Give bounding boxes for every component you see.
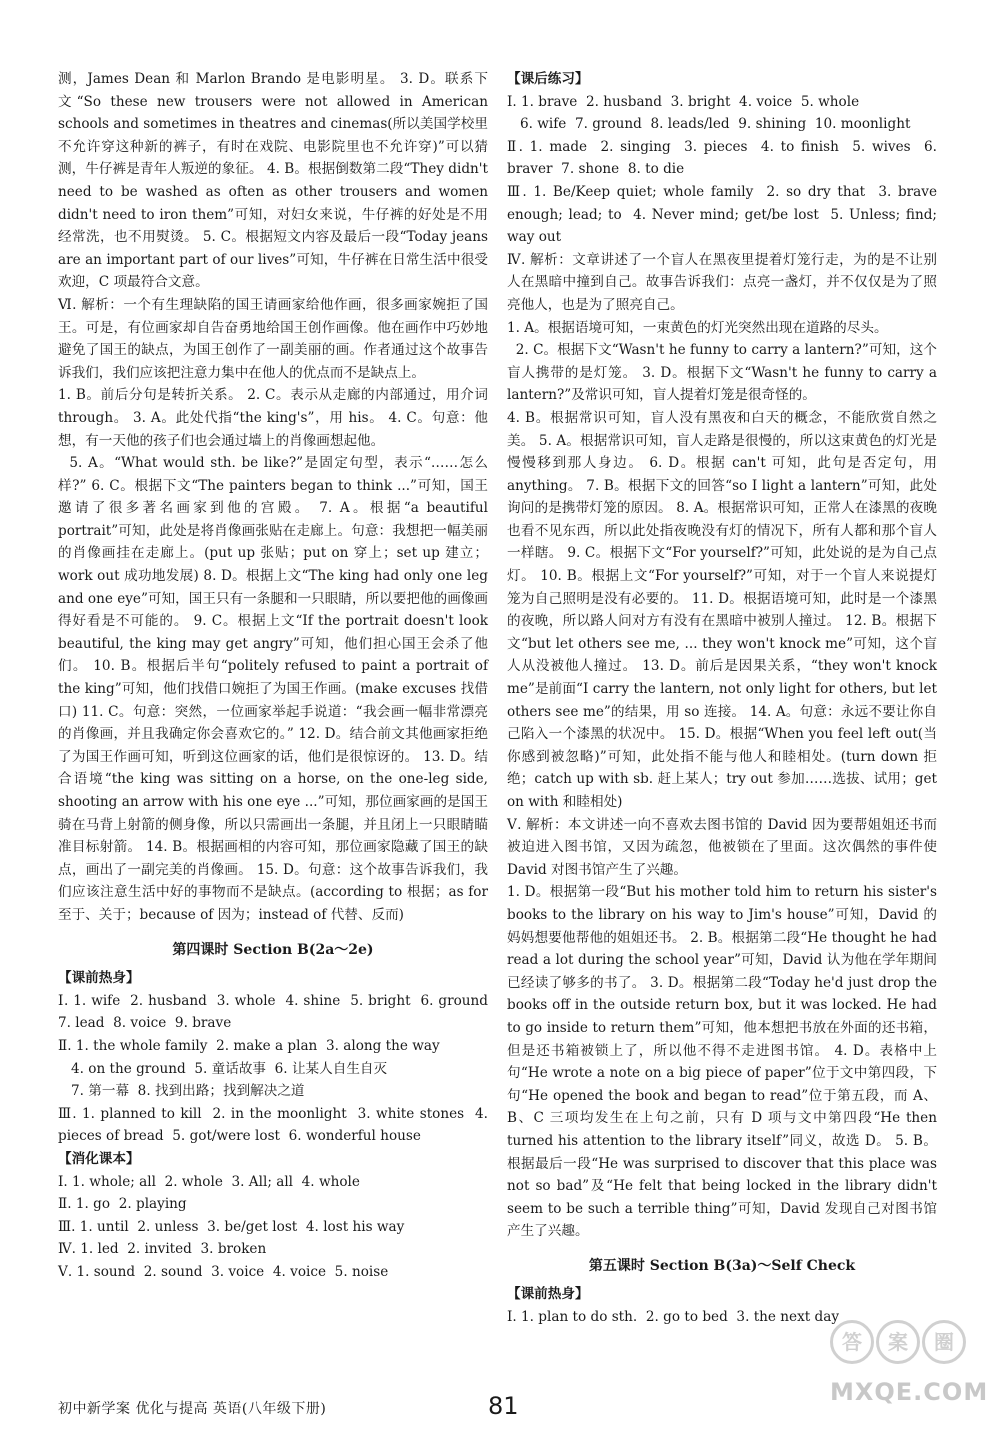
section-tag: 【课后练习】 [507, 71, 589, 87]
watermark-url: MXQE.COM [830, 1378, 989, 1406]
answer-line: Ⅰ. 1. wife 2. husband 3. whole 4. shine 5. bright 6. ground 7. lead 8. voice 9. brave [58, 992, 497, 1032]
answer-line: Ⅳ. 1. led 2. invited 3. broken [58, 1241, 267, 1258]
paragraph: 1. A。根据语境可知，一束黄色的灯光突然出现在道路的尽头。 [507, 319, 888, 336]
section-title: 第五课时 Section B(3a)～Self Check [588, 1257, 856, 1274]
left-column [58, 68, 497, 1283]
answer-line: 4. on the ground 5. 童话故事 6. 让某人自生自灭 [58, 1060, 388, 1077]
paragraph: Ⅴ. 解析：本文讲述一向不喜欢去图书馆的 David 因为要帮姐姐还书而被迫进入图书馆，又因为疏忽，他被锁在了里面。这次偶然的事件使 David 对图书馆产生了兴趣。 [507, 816, 942, 878]
answer-line: Ⅴ. 1. sound 2. sound 3. voice 4. voice 5. noise [58, 1263, 389, 1280]
watermark-char: 圈 [922, 1320, 966, 1364]
section-tag: 【课前热身】 [58, 970, 140, 987]
answer-line: Ⅱ. 1. go 2. playing [58, 1196, 187, 1213]
page-number: 81 [488, 1392, 519, 1420]
answer-line: Ⅰ. 1. brave 2. husband 3. bright 4. voice 5. whole [507, 93, 860, 110]
answer-line: 6. wife 7. ground 8. leads/led 9. shining 10. moonlight [507, 116, 911, 133]
paragraph: 4. B。根据常识可知，盲人没有黑夜和白天的概念，不能欣赏自然之美。 5. A。根据常识可知，盲人走路是很慢的，所以这束黄色的灯光是慢慢移到那人身边。 6. D。根据 can't 可知，此句是否定句，用 anything。 7. B。根据下文的回答“so I light a lantern”可知，此处询问的是携带灯笼的原因。 8. A。根据常识可知，正常人在漆黑的夜晚也看不见东西，所以此处指夜晚没有灯的情况下，所有人都和那个盲人一样瞎。 9. C。根据下文“For yourself?”可知，此处说的是为自己点灯。 10. B。根据上文“For yourself?”可知，对于一个盲人来说提灯笼为自己照明是没有必要的。 11. D。根据语境可知，此时是一个漆黑的夜晚，所以路人问对方有没有在黑暗中被别人撞过。 12. B。根据下文“but let others see me, ... they won't knock me”可知，这个盲人从没被他人撞过。 13. D。前后是因果关系，“they won't knock me”是前面“I carry the lantern, not only light for others, but let others see me”的结果，用 so 连接。 14. A。句意：永远不要让你自己陷入一个漆黑的状况中。 15. D。根据“When you feel left out(当你感到被忽略)”可知，此处指不能与他人和睦相处。(turn down 拒绝；catch up with sb. 赶上某人；try out 参加……选拔、试用；get on with 和睦相处) [507, 409, 942, 810]
paragraph: 测，James Dean 和 Marlon Brando 是电影明星。 3. D。联系下文“So these new trousers were not allowed in American schools and sometimes in theatres and cinemas(所以美国学校里不允许穿这种新的裤子，有时在戏院、电影院里也不允许穿)”可以猜测，牛仔裤是青年人叛逆的象征。 4. B。根据倒数第二段“They didn't need to be washed as often as other trousers and women didn't need to iron them”可知，对妇女来说，牛仔裤的好处是不用经常洗，也不用熨烫。 5. C。根据短文内容及最后一段“Today jeans are an important part of our lives”可知，牛仔裤在日常生活中很受欢迎，C 项最符合文意。 [58, 71, 493, 291]
watermark-char: 案 [876, 1320, 920, 1364]
answer-line: Ⅲ. 1. Be/Keep quiet; whole family 2. so dry that 3. brave enough; lead; to 4. Never mind; get/be lost 5. Unless; find; way out [507, 183, 942, 246]
book-title-footer: 初中新学案 优化与提高 英语(八年级下册) [58, 1401, 327, 1417]
right-column [507, 68, 942, 1329]
paragraph: Ⅳ. 解析：文章讲述了一个盲人在黑夜里提着灯笼行走，为的是不让别人在黑暗中撞到自己。故事告诉我们：点亮一盏灯，并不仅仅是为了照亮他人，也是为了照亮自己。 [507, 251, 937, 313]
answer-line: 7. 第一幕 8. 找到出路；找到解决之道 [58, 1083, 305, 1100]
answer-line: Ⅰ. 1. plan to do sth. 2. go to bed 3. the next day [507, 1309, 840, 1326]
section-tag: 【消化课本】 [58, 1150, 140, 1167]
answer-line: Ⅰ. 1. whole; all 2. whole 3. All; all 4. whole [58, 1173, 360, 1190]
watermark-logo [830, 1320, 995, 1438]
answer-line: Ⅱ. 1. the whole family 2. make a plan 3. along the way [58, 1037, 440, 1054]
paragraph: 2. C。根据下文“Wasn't he funny to carry a lantern?”可知，这个盲人携带的是灯笼。 3. D。根据下文“Wasn't he funny to carry a lantern?”及常识可知，盲人提着灯笼是很奇怪的。 [507, 342, 942, 404]
section-title: 第四课时 Section B(2a～2e) [172, 941, 374, 958]
answer-line: Ⅲ. 1. planned to kill 2. in the moonlight 3. white stones 4. pieces of bread 5. got/were lost 6. wonderful house [58, 1105, 493, 1145]
watermark-char: 答 [830, 1320, 874, 1364]
paragraph: 1. B。前后分句是转折关系。 2. C。表示从走廊的内部通过，用介词 through。 3. A。此处代指“the king's”，用 his。 4. C。句意：他想，有一天他的孩子们也会通过墙上的肖像画想起他。 [58, 387, 493, 449]
answer-line: Ⅱ. 1. made 2. singing 3. pieces 4. to finish 5. wives 6. braver 7. shone 8. to die [507, 138, 942, 178]
section-tag: 【课前热身】 [507, 1286, 589, 1303]
paragraph: 1. D。根据第一段“But his mother told him to return his sister's books to the library on his way to Jim's house”可知，David 的妈妈想要他帮他的姐姐还书。 2. B。根据第二段“He thought he had read a lot during the school year”可知，David 认为他在学年期间已经读了够多的书了。 3. D。根据第二段“Today he'd just drop the books off in the outside return box, but it was locked. He had to go inside to return them”可知，他本想把书放在外面的还书箱，但是还书箱被锁上了，所以他不得不走进图书馆。 4. D。表格中上句“He wrote a note on a big piece of paper”位于文中第四段，下句“He opened the book and began to read”位于第五段，而 A、B、C 三项均发生在上句之前，只有 D 项与文中第四段“He then turned his attention to the library itself”同义，故选 D。 5. B。根据最后一段“He was surprised to discover that this place was not so bad”及“He felt that being locked in the library didn't seem to be such a terrible thing”可知，David 发现自己对图书馆产生了兴趣。 [507, 884, 942, 1240]
paragraph: Ⅵ. 解析：一个有生理缺陷的国王请画家给他作画，很多画家婉拒了国王。可是，有位画家却自告奋勇地给国王创作画像。他在画作中巧妙地避免了国王的缺点，为国王创作了一副美丽的画。作者通过这个故事告诉我们，我们应该把注意力集中在他人的优点而不是缺点上。 [58, 296, 488, 381]
answer-line: Ⅲ. 1. until 2. unless 3. be/get lost 4. lost his way [58, 1218, 405, 1235]
paragraph: 5. A。“What would sth. be like?”是固定句型，表示“……怎么样?” 6. C。根据下文“The painters began to think ...”可知，国王邀请了很多著名画家到他的宫殿。 7. A。根据“a beautiful portrait”可知，此处是将肖像画张贴在走廊上。句意：我想把一幅美丽的肖像画挂在走廊上。(put up 张贴；put on 穿上；set up 建立；work out 成功地发展) 8. D。根据上文“The king had only one leg and one eye”可知，国王只有一条腿和一只眼睛，所以要把他的画像画得好看是不可能的。 9. C。根据上文“If the portrait doesn't look beautiful, the king may get angry”可知，他们担心国王会杀了他们。 10. B。根据后半句“politely refused to paint a portrait of the king”可知，他们找借口婉拒了为国王作画。(make excuses 找借口) 11. C。句意：突然，一位画家举起手说道：“我会画一幅非常漂亮的肖像画，并且我确定你会喜欢它的。” 12. D。结合前文其他画家拒绝了为国王作画可知，听到这位画家的话，他们是很惊讶的。 13. D。结合语境“the king was sitting on a horse, on the one-leg side, shooting an arrow with his one eye ...”可知，那位画家画的是国王骑在马背上射箭的侧身像，所以只需画出一条腿，并且闭上一只眼睛瞄准目标射箭。 14. B。根据画相的内容可知，那位画家隐藏了国王的缺点，画出了一副完美的肖像画。 15. D。句意：这个故事告诉我们，我们应该注意生活中好的事物而不是缺点。(according to 根据；as for 至于、关于；because of 因为；instead of 代替、反而) [58, 455, 493, 923]
